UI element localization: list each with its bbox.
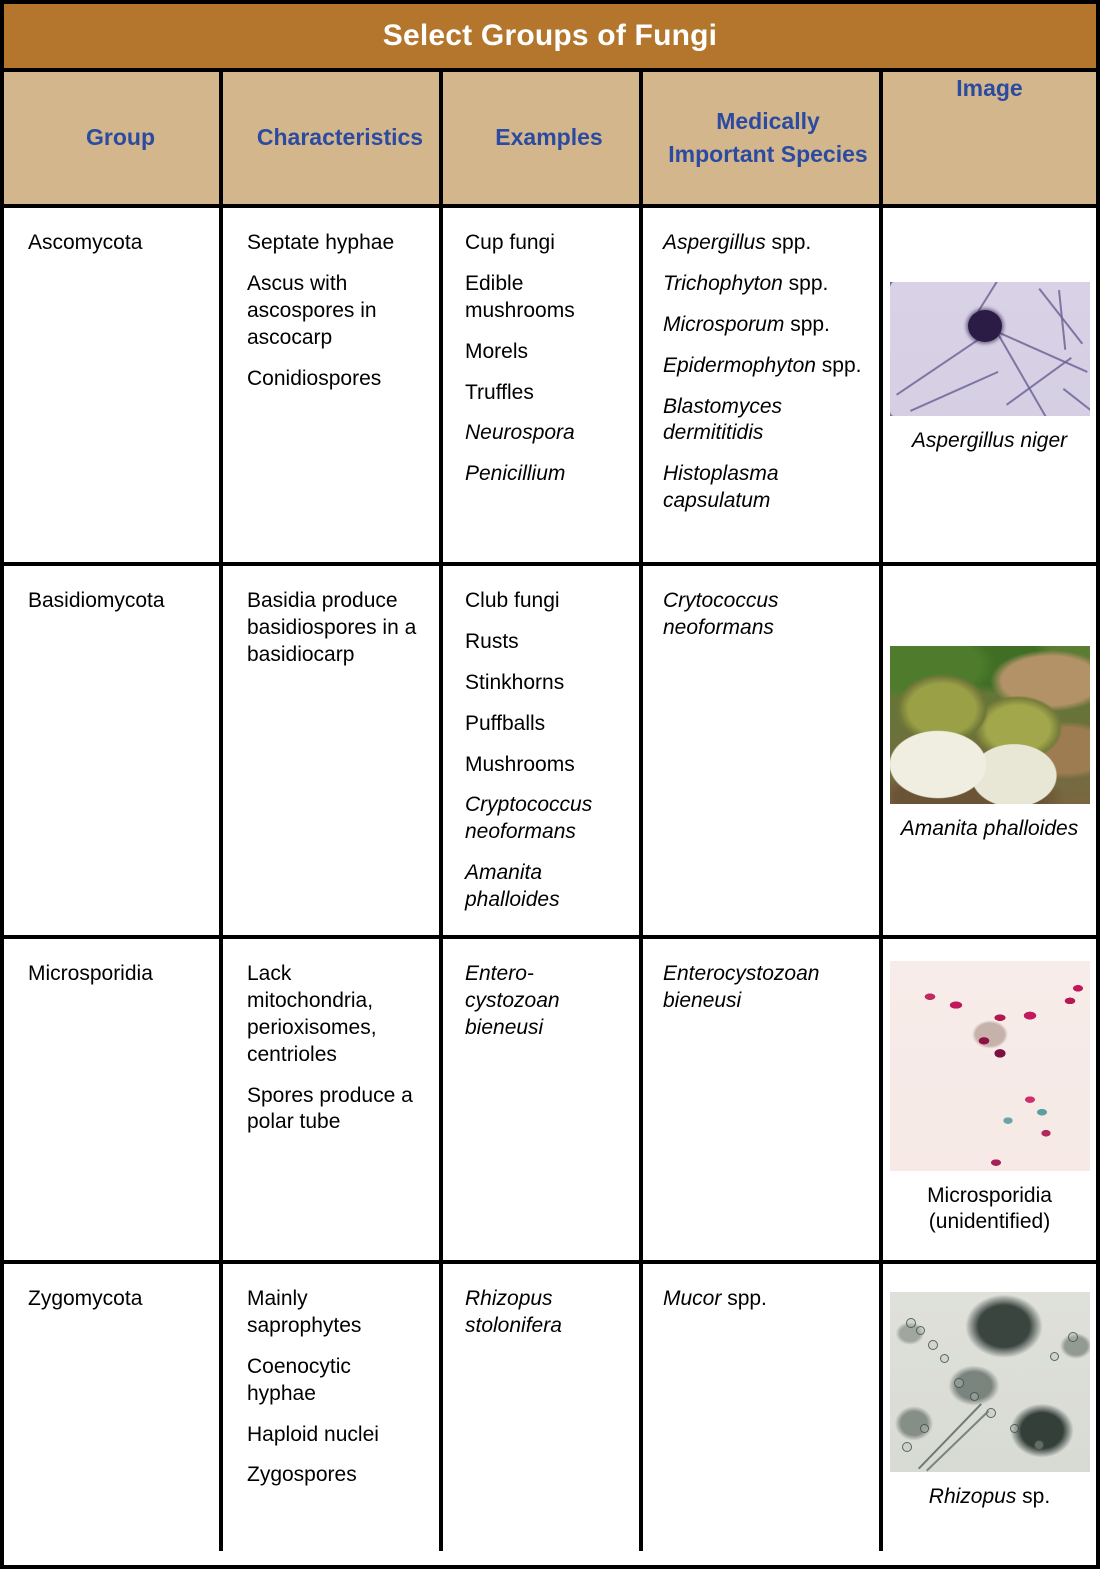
species-qualifier: spp.	[721, 1287, 767, 1310]
cell-image	[883, 939, 1096, 1260]
species-binomial: Histoplasma capsulatum	[663, 462, 779, 513]
species-binomial: Blastomyces dermititidis	[663, 394, 783, 445]
caption-qualifier: Microsporidia (unidentified)	[927, 1184, 1052, 1234]
example-item: Stinkhorns	[465, 670, 565, 694]
table-row	[4, 208, 1096, 566]
example-item: Cryptococcus neoformans	[465, 793, 593, 844]
table-row	[4, 1264, 1096, 1551]
cell-characteristics	[223, 566, 443, 935]
example-item: Rusts	[465, 629, 519, 653]
species-item	[663, 588, 863, 642]
example-item: Truffles	[465, 380, 534, 404]
species-item	[663, 461, 863, 515]
cell-image	[883, 208, 1096, 562]
image-block	[890, 1292, 1090, 1510]
species-binomial: Microsporum	[663, 312, 785, 336]
microsporidia-stain-micrograph	[890, 961, 1090, 1171]
species-qualifier: spp.	[782, 271, 829, 295]
species-binomial: Aspergillus	[663, 231, 766, 254]
image-block	[890, 282, 1090, 454]
rhizopus-micrograph	[890, 1292, 1090, 1472]
image-caption	[883, 1183, 1096, 1236]
example-item: Amanita phalloides	[465, 861, 560, 911]
example-item: Cup fungi	[465, 231, 555, 254]
cell-characteristics	[223, 1264, 443, 1551]
cell-medically-important-species	[643, 1264, 883, 1551]
species-binomial: Crytococcus neoformans	[663, 589, 779, 639]
group-name: Ascomycota	[28, 231, 143, 254]
example-item: Entero-cystozoan bieneusi	[465, 962, 560, 1039]
column-header-characteristics: Characteristics	[223, 72, 443, 204]
table-title-bar	[4, 4, 1096, 72]
characteristic-item: Basidia produce basidiospores in a basidiocarp	[247, 589, 417, 666]
example-item: Rhizopus stolonifera	[465, 1287, 562, 1337]
species-qualifier: spp.	[765, 231, 812, 254]
species-item	[663, 1286, 863, 1313]
characteristic-item: Haploid nuclei	[247, 1422, 379, 1446]
species-binomial: Trichophyton	[663, 271, 783, 295]
group-name: Microsporidia	[28, 962, 153, 985]
caption-qualifier: sp.	[1016, 1485, 1051, 1508]
table-row	[4, 939, 1096, 1264]
amanita-phalloides-photo	[890, 646, 1090, 804]
cell-characteristics	[223, 939, 443, 1260]
species-binomial: Epidermophyton	[663, 353, 816, 377]
column-header-examples: Examples	[443, 72, 643, 204]
characteristic-item: Spores produce a polar tube	[247, 1083, 413, 1134]
column-header-medically-important-species: Medically Important Species	[643, 72, 883, 204]
cell-examples	[443, 208, 643, 562]
species-item	[663, 353, 863, 380]
example-item: Neurospora	[465, 421, 575, 445]
species-binomial: Enterocystozoan bieneusi	[663, 962, 820, 1012]
image-block	[883, 961, 1096, 1236]
species-item	[663, 961, 863, 1015]
caption-binomial: Rhizopus	[928, 1485, 1017, 1508]
cell-group	[4, 939, 223, 1260]
species-item	[663, 394, 863, 448]
species-qualifier: spp.	[815, 353, 862, 377]
cell-medically-important-species	[643, 566, 883, 935]
characteristic-item: Mainly saprophytes	[247, 1287, 362, 1337]
conidial-head	[968, 310, 1002, 342]
cell-image	[883, 1264, 1096, 1551]
characteristic-item: Coenocytic hyphae	[247, 1354, 351, 1405]
cell-medically-important-species	[643, 939, 883, 1260]
cell-group	[4, 1264, 223, 1551]
table-title: Select Groups of Fungi	[382, 19, 718, 52]
image-block	[890, 646, 1090, 842]
caption-binomial: Amanita phalloides	[900, 817, 1079, 840]
cell-medically-important-species	[643, 208, 883, 562]
species-binomial: Mucor	[663, 1287, 722, 1310]
example-item: Mushrooms	[465, 752, 575, 776]
example-item: Puffballs	[465, 711, 546, 735]
characteristic-item: Septate hyphae	[247, 231, 395, 254]
cell-image	[883, 566, 1096, 935]
column-header-group: Group	[4, 72, 223, 204]
cell-group	[4, 566, 223, 935]
table-body	[4, 208, 1096, 1565]
cell-examples	[443, 1264, 643, 1551]
cell-characteristics	[223, 208, 443, 562]
species-item	[663, 312, 863, 339]
table-row	[4, 566, 1096, 939]
example-item: Edible mushrooms	[465, 271, 575, 322]
example-item: Club fungi	[465, 589, 560, 612]
cell-examples	[443, 939, 643, 1260]
aspergillus-niger-micrograph	[890, 282, 1090, 416]
image-caption	[901, 816, 1078, 842]
characteristic-item: Lack mitochondria, perioxisomes, centrioles	[247, 962, 377, 1066]
species-item	[663, 271, 863, 298]
group-name: Basidiomycota	[28, 589, 165, 612]
species-item	[663, 230, 863, 257]
column-header-image: Image	[956, 75, 1023, 101]
caption-binomial: Aspergillus niger	[911, 429, 1068, 452]
characteristic-item: Ascus with ascospores in ascocarp	[247, 271, 377, 349]
image-caption	[929, 1484, 1050, 1510]
cell-examples	[443, 566, 643, 935]
characteristic-item: Conidiospores	[247, 366, 382, 390]
example-item: Morels	[465, 339, 529, 363]
image-caption	[912, 428, 1067, 454]
characteristic-item: Zygospores	[247, 1463, 357, 1487]
table-header-row	[4, 72, 1096, 208]
example-item: Penicillium	[465, 462, 566, 486]
group-name: Zygomycota	[28, 1287, 143, 1310]
cell-group	[4, 208, 223, 562]
species-qualifier: spp.	[784, 312, 830, 336]
